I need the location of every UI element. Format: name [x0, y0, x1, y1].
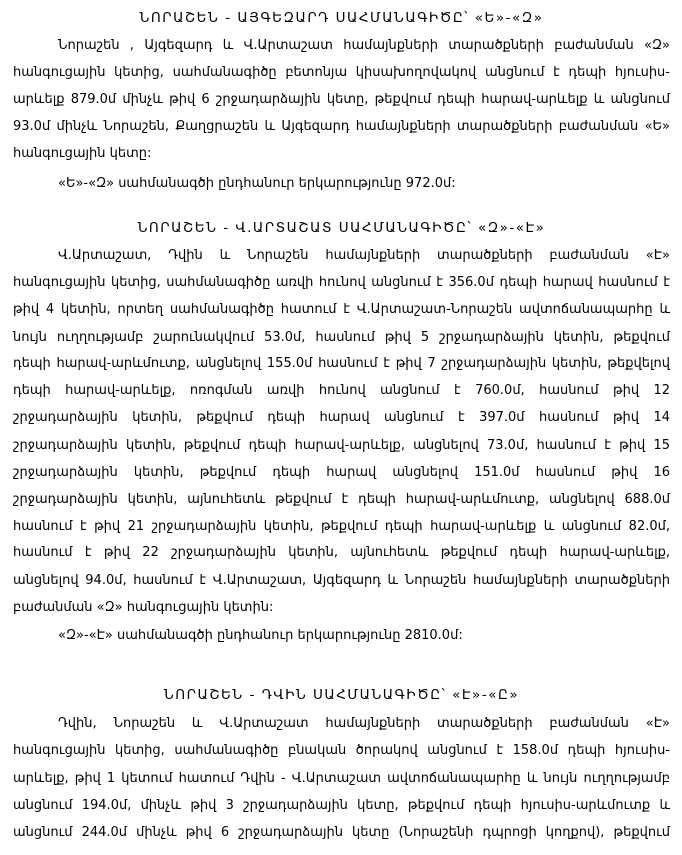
paragraph-line: Վ.Արտաշատ, Դվին և Նորաշեն համայնքների տարածքների բաժանման «Է» [58, 248, 670, 263]
section-title: ՆՈՐԱՇԵՆ - Վ.ԱՐՏԱՇԱՏ ՍԱՀՄԱՆԱԳԻԾԸ՝ «Զ»-«Է» [137, 220, 546, 236]
paragraph-line: հանգուցային կետից, սահմանագիծը առվի հունով անցնում է 356.0մ դեպի հարավ հասնում է [13, 275, 670, 290]
section-title: ՆՈՐԱՇԵՆ - ԱՅԳԵԶԱՐԴ ՍԱՀՄԱՆԱԳԻԾԸ՝ «Ե»-«Զ» [139, 10, 544, 26]
paragraph-line: 93.0մ մինչև Նորաշեն, Քաղցրաշեն և Այգեզարդ համայնքների տարածքների բաժանման «Ե» [13, 119, 670, 134]
section-title: ՆՈՐԱՇԵՆ - ԴՎԻՆ ՍԱՀՄԱՆԱԳԻԾԸ՝ «Է»-«Ը» [163, 687, 520, 703]
paragraph-line: անցնելով 94.0մ, հասնում է Վ.Արտաշատ, Այգեզարդ և Նորաշեն համայնքների տարածքների [13, 573, 670, 588]
paragraph-line: հանգուցային կետից, սահմանագիծը բնական ծորակով անցնում է 158.0մ դեպի հյուսիս- [13, 743, 670, 758]
paragraph-line: դեպի հարավ-արևելք, ոռոգման առվի հունով անցնում է 760.0մ, հասնում թիվ 12 [13, 383, 670, 398]
paragraph-line: թիվ 4 կետին, որտեղ սահմանագիծը հատում է Վ.Արտաշատ-Նորաշեն ավտոճանապարհը և [13, 302, 670, 317]
paragraph-line: հանգուցային կետը: [13, 146, 152, 161]
paragraph-line: շրջադարձային կետին, թեքվում դեպի հարավ անցնելով 151.0մ հասնում թիվ 16 [13, 465, 670, 480]
paragraph-line: արևելք 879.0մ մինչև թիվ 6 շրջադարձային կետը, թեքվում դեպի հարավ-արևելք և անցնում [13, 92, 670, 107]
paragraph-line: Դվին, Նորաշեն և Վ.Արտաշատ համայնքների տարածքների բաժանման «Է» [58, 716, 670, 731]
paragraph-line: հասնում է թիվ 22 շրջադարձային կետին, այնուհետև թեքվում դեպի հարավ-արևելք, [13, 545, 670, 560]
paragraph-line: շրջադարձային կետին, թեքվում դեպի հարավ-արևելք, անցնելով 73.0մ, հասնում է թիվ 15 [13, 438, 670, 453]
paragraph-line: անցնում 194.0մ, մինչև թիվ 3 շրջադարձային կետը, թեքվում դեպի հյուսիս-արևմուտք և [13, 798, 670, 813]
paragraph-line: անցնում 244.0մ մինչև թիվ 6 շրջադարձային կետը (Նորաշենի դպրոցի կողքով), թեքվում [13, 825, 670, 840]
paragraph-line: Նորաշեն , Այգեզարդ և Վ.Արտաշատ համայնքների տարածքների բաժանման «Զ» [58, 38, 670, 53]
section-summary: «Զ»-«Է» սահմանագծի ընդհանուր երկարությունը 2810.0մ: [58, 628, 463, 643]
paragraph-line: արևելք, թիվ 1 կետում հատում Դվին - Վ.Արտաշատ ավտոճանապարհը և նույն ուղղությամբ [13, 771, 670, 786]
paragraph-line: դեպի հարավ-արևմուտք, անցնելով 155.0մ հասնում է թիվ 7 շրջադարձային կետին, թեքվելով [13, 356, 670, 371]
paragraph-line: հանգուցային կետից, սահմանագիծը բետոնյա կիսախողովակով անցնում է դեպի հյուսիս- [13, 65, 670, 80]
paragraph-line: շրջադարձային կետին, այնուհետև թեքվում է դեպի հարավ-արևմուտք, անցնելով 688.0մ [13, 492, 670, 507]
section-summary: «Ե»-«Զ» սահմանագծի ընդհանուր երկարությունը 972.0մ: [58, 176, 456, 191]
paragraph-line: հասնում է թիվ 21 շրջադարձային կետին, թեքվում դեպի հարավ-արևելք և անցնում 82.0մ, [13, 519, 670, 534]
paragraph-line: նույն ուղղությամբ շարունակվում 53.0մ, հասնում թիվ 5 շրջադարձային կետին, թեքվում [13, 330, 670, 345]
paragraph-line: շրջադարձային կետին, թեքվում դեպի հարավ անցնում է 397.0մ հասնում թիվ 14 [13, 410, 670, 425]
paragraph-line: բաժանման «Զ» հանգուցային կետին: [13, 600, 274, 615]
